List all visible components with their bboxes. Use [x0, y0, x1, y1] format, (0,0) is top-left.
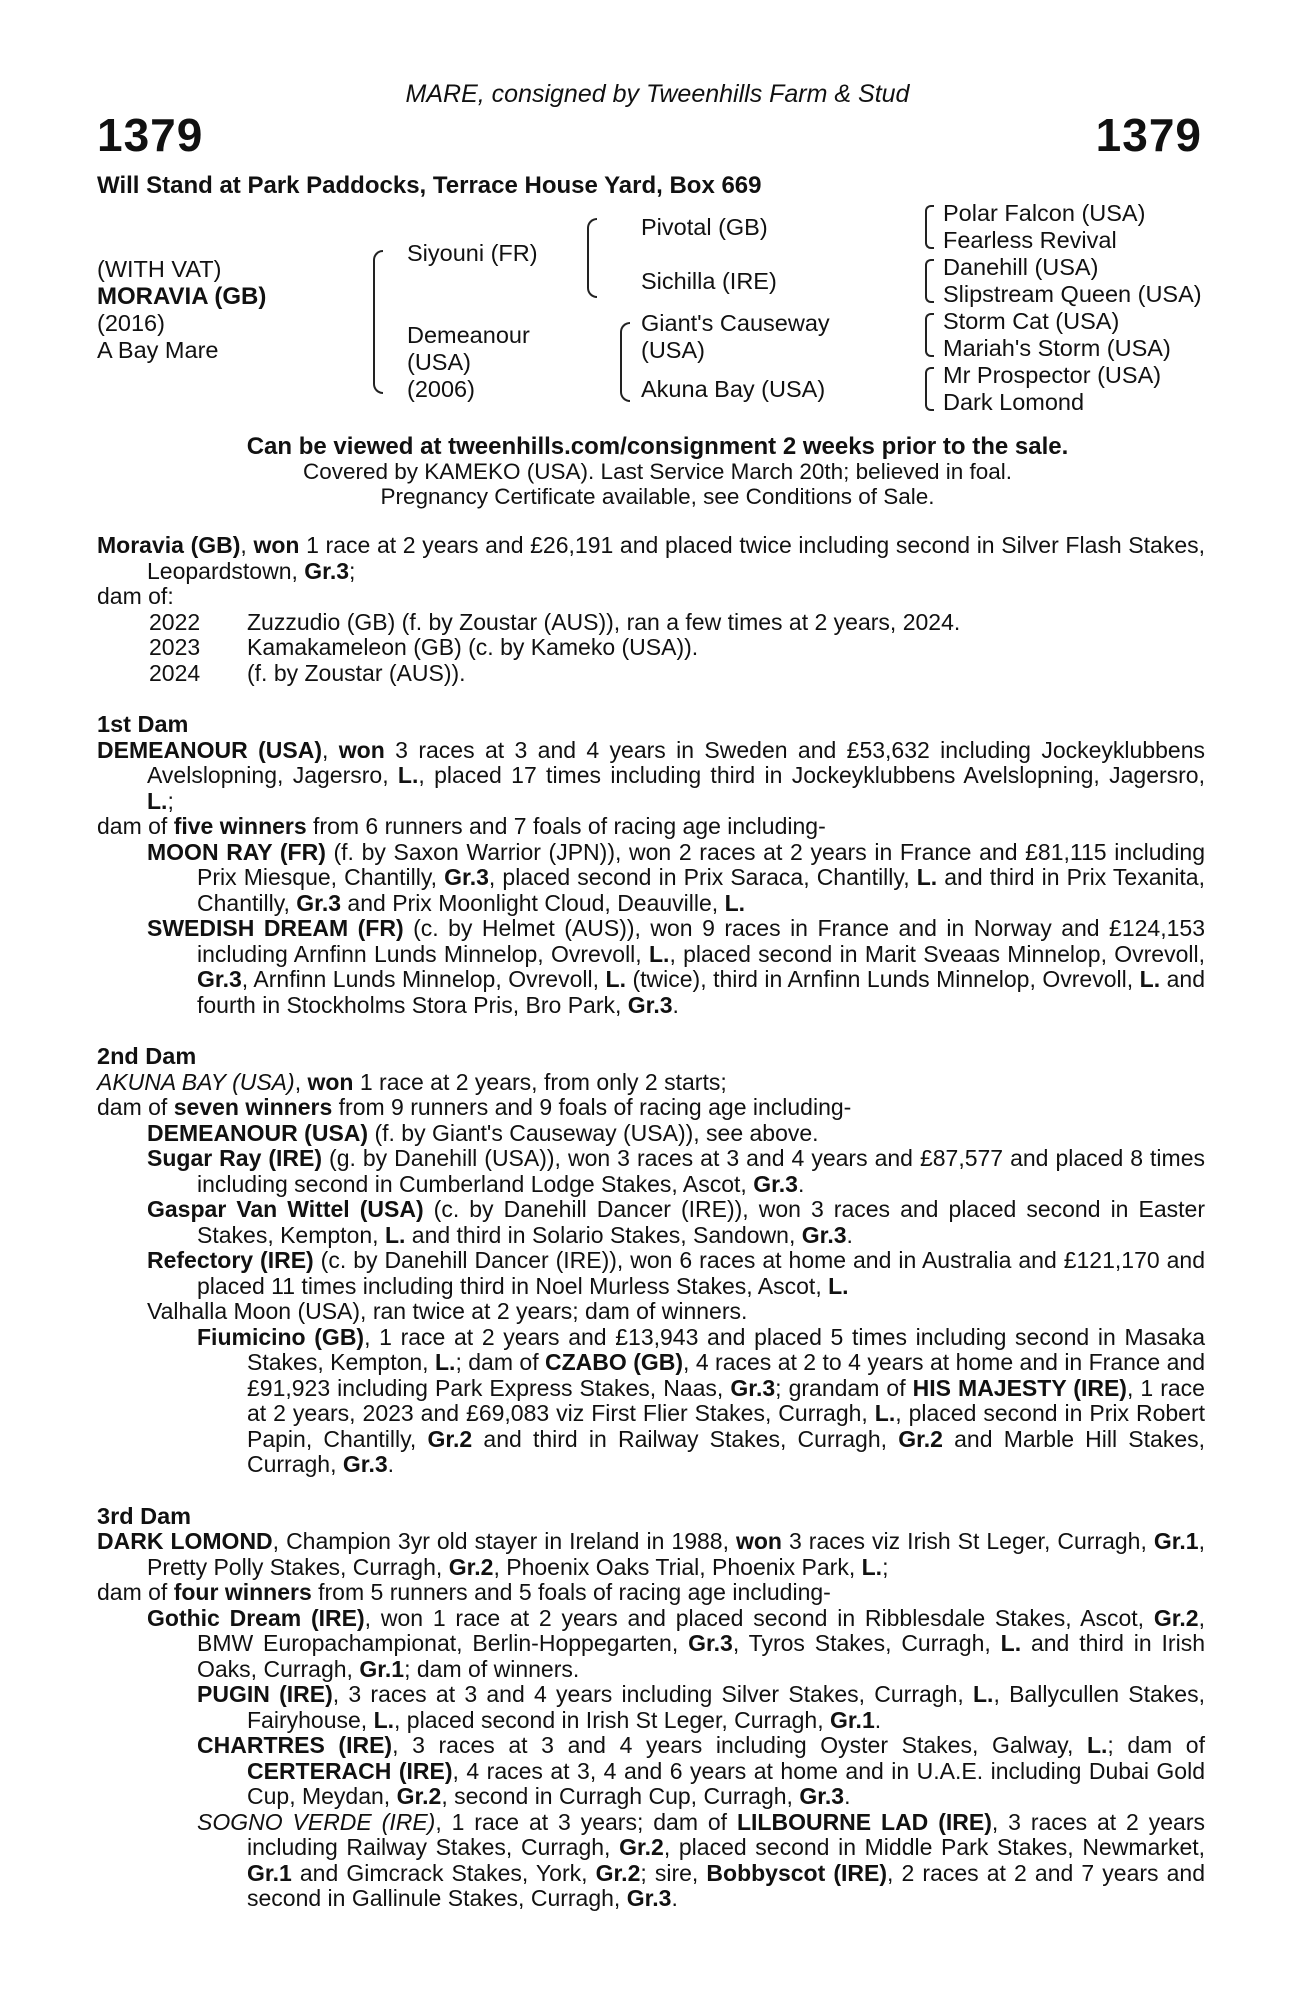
dam1-won: won — [338, 736, 385, 763]
horse-description: A Bay Mare — [97, 337, 219, 363]
dam1-damof-b: five winners — [173, 813, 307, 839]
progeny-text: ; dam of winners. — [404, 1655, 580, 1682]
dam1-name: DEMEANOUR (USA) — [97, 736, 323, 763]
dam2-progeny-4 — [97, 1248, 1205, 1299]
progeny-text: , placed second in Irish St Leger, Curragh, — [394, 1706, 830, 1733]
progeny-grade: Gr.3 — [799, 1783, 845, 1809]
progeny-grade: Gr.3 — [730, 1374, 776, 1401]
dam3-dam-of — [97, 1580, 1205, 1606]
progeny-grade: L. — [1086, 1732, 1108, 1758]
progeny-text: , second in Curragh Cup, Curragh, — [441, 1783, 800, 1809]
sale-notes — [0, 434, 1315, 509]
progeny-text: ; dam of — [455, 1349, 546, 1375]
dam3-L1: L. — [861, 1553, 883, 1580]
pedigree-dam-line2: (USA) — [407, 349, 471, 375]
foal-text: Kamakameleon (GB) (c. by Kameko (USA)). — [247, 634, 699, 660]
progeny-name: PUGIN (IRE) — [197, 1681, 333, 1707]
dam2-name: AKUNA BAY (USA) — [97, 1068, 295, 1095]
pedigree-g6: Mariah's Storm (USA) — [943, 335, 1171, 361]
progeny-text: . — [672, 991, 679, 1018]
dam2-progeny-2 — [97, 1146, 1205, 1197]
progeny-grade: L. — [605, 966, 626, 992]
progeny-grade: Gr.2 — [898, 1425, 943, 1452]
pedigree-dam-dam: Akuna Bay (USA) — [641, 376, 826, 402]
progeny-text: , 3 races at 2 years including Railway Stakes, Curragh, — [247, 1808, 1205, 1860]
dam3-t4: ; — [882, 1553, 889, 1580]
dam3-g2: Gr.2 — [448, 1553, 494, 1580]
progeny-text: (f. by Saxon Warrior (JPN)), won 2 races at 2 years in France and £81,115 including Prix Miesque, Chantilly, — [197, 838, 1205, 890]
progeny-grade: L. — [1139, 966, 1161, 992]
dam1-progeny-1 — [97, 840, 1205, 917]
progeny-name: MOON RAY (FR) — [147, 838, 326, 865]
dam1-paragraph: DEMEANOUR (USA), won 3 races at 3 and 4 years in Sweden and £53,632 including Jockeyklubbens Avelslopning, Jagersro, L., placed 17 times including third in Jockeyklubbens Avelslopning, Jagersro, L.; — [97, 736, 1205, 814]
dam3-g1: Gr.1 — [1153, 1528, 1199, 1554]
progeny-text: , 1 race at 3 years; dam of — [435, 1808, 737, 1835]
progeny-text: and third in Railway Stakes, Curragh, — [472, 1425, 899, 1452]
dam1-L1: L. — [397, 762, 419, 788]
dam1-damof-a: dam of — [97, 813, 174, 839]
pedigree-dam-sire-line1: Giant's Causeway — [641, 310, 830, 336]
pedigree-dam-sire-line2: (USA) — [641, 337, 705, 363]
horse-info — [97, 256, 266, 364]
dam3-progeny-1 — [97, 1606, 1205, 1683]
progeny-text: (c. by Helmet (AUS)), won 9 races in France and in Norway and £124,153 including Arnfinn Lunds Minnelop, Ovrevoll, — [197, 915, 1205, 967]
dam1-t2: , placed 17 times including third in Jockeyklubbens Avelslopning, Jagersro, — [418, 762, 1205, 788]
progeny-grade: Gr.3 — [342, 1451, 388, 1477]
dam2-won: won — [307, 1068, 354, 1095]
progeny-grade: Gr.3 — [197, 966, 242, 992]
progeny-text: , Ballycullen Stakes, Fairyhouse, — [247, 1681, 1205, 1733]
intro-won: won — [253, 532, 300, 558]
catalogue-body — [97, 533, 1205, 1912]
progeny-text: (twice), third in Arnfinn Lunds Minnelop, Ovrevoll, — [625, 966, 1140, 992]
dam2-t1: 1 race at 2 years, from only 2 starts; — [353, 1068, 727, 1095]
pregnancy-note: Pregnancy Certificate available, see Conditions of Sale. — [380, 484, 935, 509]
dam2-progeny-1 — [97, 1121, 1205, 1147]
foal-row — [97, 610, 1205, 636]
progeny-name: LILBOURNE LAD (IRE) — [736, 1808, 992, 1835]
dam3-name: DARK LOMOND — [97, 1528, 273, 1554]
progeny-grade: L. — [724, 889, 746, 916]
progeny-name: HIS MAJESTY (IRE) — [912, 1374, 1127, 1401]
dam1-dam-of — [97, 814, 1205, 840]
progeny-text: , 4 races at 2 to 4 years at home and in France and £91,923 including Park Express Stakes, Naas, — [247, 1349, 1206, 1401]
dam3-paragraph — [97, 1529, 1205, 1580]
progeny-grade: Gr.3 — [296, 889, 342, 916]
pedigree-sire: Siyouni (FR) — [407, 240, 538, 266]
dam3-progeny-4 — [97, 1810, 1205, 1912]
progeny-name: SOGNO VERDE (IRE) — [197, 1808, 436, 1835]
dam2-damof-a: dam of — [97, 1094, 174, 1120]
foal-year: 2024 — [149, 659, 201, 686]
progeny-text: , won 1 race at 2 years and placed second in Ribblesdale Stakes, Ascot, — [364, 1604, 1154, 1631]
dam3-t0: , Champion 3yr old stayer in Ireland in 1988, — [272, 1528, 736, 1554]
progeny-text: and fourth in Stockholms Stora Pris, Bro Park, — [197, 966, 1205, 1018]
pedigree-brace-g4 — [925, 367, 934, 411]
foal-row — [97, 661, 1205, 687]
pedigree-g8: Dark Lomond — [943, 389, 1085, 415]
progeny-grade: L. — [648, 940, 670, 967]
progeny-text: ; dam of — [1107, 1732, 1205, 1758]
pedigree-brace-g1 — [925, 205, 934, 249]
dam1-heading: 1st Dam — [97, 711, 189, 737]
stand-location: Will Stand at Park Paddocks, Terrace House Yard, Box 669 — [97, 172, 762, 199]
dam3-t2: , Pretty Polly Stakes, Curragh, — [147, 1528, 1205, 1580]
pedigree-grandparents — [943, 200, 1202, 416]
dam1-t1: 3 races at 3 and 4 years in Sweden and £53,632 including Jockeyklubbens Avelslopning, Jagersro, — [147, 736, 1205, 788]
horse-name: MORAVIA (GB) — [97, 283, 267, 310]
progeny-text: . — [797, 1170, 805, 1197]
intro-grade: Gr.3 — [304, 557, 350, 584]
progeny-text: , Tyros Stakes, Curragh, — [732, 1630, 1001, 1656]
progeny-grade: Gr.3 — [626, 1885, 672, 1911]
progeny-text: . — [874, 1706, 882, 1733]
dam1-L2: L. — [147, 787, 168, 814]
progeny-name: Gothic Dream (IRE) — [147, 1604, 365, 1631]
pedigree-sire-dam: Sichilla (IRE) — [641, 268, 777, 294]
pedigree-dam-line1: Demeanour — [407, 322, 530, 348]
progeny-grade: L. — [874, 1400, 896, 1426]
progeny-name: CERTERACH (IRE) — [247, 1757, 453, 1784]
progeny-grade: Gr.3 — [801, 1221, 847, 1248]
pedigree-dam-sire — [641, 310, 830, 364]
progeny-text: (c. by Danehill Dancer (IRE)), won 3 races and placed second in Easter Stakes, Kempton, — [197, 1196, 1205, 1248]
progeny-grade: Gr.3 — [627, 991, 673, 1018]
progeny-grade: L. — [916, 864, 938, 890]
progeny-text: . — [387, 1451, 395, 1477]
progeny-text: . — [846, 1221, 853, 1248]
progeny-name: Fiumicino (GB) — [197, 1323, 365, 1350]
dam3-t1: 3 races viz Irish St Leger, Curragh, — [781, 1528, 1154, 1554]
foal-text: Zuzzudio (GB) (f. by Zoustar (AUS)), ran a few times at 2 years, 2024. — [247, 608, 961, 635]
dam2-progeny-6 — [97, 1325, 1205, 1478]
dam1-t3: ; — [167, 787, 174, 814]
pedigree-brace-sire — [587, 218, 597, 298]
pedigree-dam-line3: (2006) — [407, 376, 475, 402]
pedigree-sire-sire: Pivotal (GB) — [641, 214, 768, 240]
pedigree-g7: Mr Prospector (USA) — [943, 362, 1162, 388]
covered-note: Covered by KAMEKO (USA). Last Service March 20th; believed in foal. — [302, 459, 1013, 484]
foal-year: 2023 — [149, 634, 201, 660]
dam2-dam-of — [97, 1095, 1205, 1121]
pedigree-g5: Storm Cat (USA) — [943, 308, 1120, 334]
progeny-text: . — [671, 1885, 678, 1911]
progeny-text: ; sire, — [640, 1859, 707, 1886]
progeny-text: , 1 race at 2 years, 2023 and £69,083 viz First Flier Stakes, Curragh, — [247, 1374, 1205, 1426]
progeny-text: , 4 races at 3, 4 and 6 years at home and in U.A.E. including Dubai Gold Cup, Meydan, — [247, 1757, 1205, 1809]
progeny-text: (c. by Danehill Dancer (IRE)), won 6 races at home and in Australia and £121,170 and placed 11 times including third in Noel Murless Stakes, Ascot, — [197, 1247, 1205, 1299]
foal-text: (f. by Zoustar (AUS)). — [247, 659, 466, 686]
progeny-name: Gaspar Van Wittel (USA) — [147, 1196, 424, 1222]
dam3-t3: , Phoenix Oaks Trial, Phoenix Park, — [493, 1553, 862, 1580]
progeny-grade: Gr.2 — [619, 1834, 664, 1860]
progeny-name: CZABO (GB) — [545, 1349, 684, 1375]
progeny-grade: L. — [384, 1221, 406, 1248]
intro-paragraph: Moravia (GB), won 1 race at 2 years and £26,191 and placed twice including second in Silver Flash Stakes, Leopardstown, Gr.3; — [97, 532, 1206, 584]
pedigree-brace-g2 — [925, 259, 934, 303]
progeny-text: , Arnfinn Lunds Minnelop, Ovrevoll, — [241, 966, 606, 992]
progeny-text: , placed second in Prix Saraca, Chantilly, — [488, 864, 917, 890]
viewing-note: Can be viewed at tweenhills.com/consignment 2 weeks prior to the sale. — [246, 433, 1069, 460]
dam1-progeny-2 — [97, 916, 1205, 1018]
pedigree-dam — [407, 322, 530, 403]
progeny-text: and third in Irish Oaks, Curragh, — [197, 1630, 1205, 1682]
progeny-text: . — [844, 1783, 851, 1809]
pedigree-g4: Slipstream Queen (USA) — [943, 281, 1202, 307]
progeny-text: and Marble Hill Stakes, Curragh, — [247, 1425, 1205, 1477]
progeny-name: Refectory (IRE) — [147, 1247, 314, 1273]
progeny-grade: Gr.3 — [753, 1170, 798, 1197]
pedigree-brace-dam — [620, 322, 630, 402]
dam2-paragraph: AKUNA BAY (USA), won 1 race at 2 years, from only 2 starts; — [97, 1068, 727, 1095]
progeny-text: , placed second in Prix Robert Papin, Chantilly, — [247, 1400, 1206, 1452]
pedigree-g2: Fearless Revival — [943, 227, 1117, 253]
progeny-text: , 1 race at 2 years and £13,943 and placed 5 times including second in Masaka Stakes, Kempton, — [247, 1323, 1205, 1375]
pedigree-g3: Danehill (USA) — [943, 254, 1099, 280]
vat-label: (WITH VAT) — [97, 256, 222, 282]
progeny-text: (f. by Giant's Causeway (USA)), see above. — [368, 1119, 819, 1146]
dam3-progeny-2 — [97, 1682, 1205, 1733]
progeny-text: and third in Solario Stakes, Sandown, — [405, 1221, 802, 1248]
dam2-progeny-3 — [97, 1197, 1205, 1248]
foal-row — [97, 635, 1205, 661]
intro-text1: 1 race at 2 years and £26,191 and placed twice including second in Silver Flash Stakes, Leopardstown, — [147, 532, 1206, 584]
dam3-damof-b: four winners — [173, 1579, 312, 1605]
progeny-name: SWEDISH DREAM (FR) — [147, 915, 404, 941]
progeny-grade: Gr.3 — [688, 1630, 733, 1656]
progeny-grade: L. — [373, 1706, 395, 1733]
pedigree-g1: Polar Falcon (USA) — [943, 200, 1146, 226]
dam3-damof-a: dam of — [97, 1579, 174, 1605]
progeny-grade: L. — [973, 1681, 994, 1707]
foal-year: 2022 — [149, 608, 201, 635]
intro-text2: ; — [349, 557, 356, 584]
progeny-grade: L. — [1000, 1630, 1022, 1656]
progeny-grade: L. — [434, 1349, 456, 1375]
progeny-grade: Gr.1 — [829, 1706, 875, 1733]
lot-number-right: 1379 — [1095, 109, 1202, 161]
dam3-damof-c: from 5 runners and 5 foals of racing age including- — [311, 1579, 831, 1605]
dam2-damof-c: from 9 runners and 9 foals of racing age including- — [332, 1094, 852, 1120]
progeny-name: Bobbyscot (IRE) — [706, 1859, 888, 1886]
progeny-text: , 3 races at 3 and 4 years including Oyster Stakes, Galway, — [392, 1732, 1087, 1758]
progeny-text: , 3 races at 3 and 4 years including Silver Stakes, Curragh, — [332, 1681, 973, 1707]
progeny-text: and Prix Moonlight Cloud, Deauville, — [341, 889, 725, 916]
progeny-text: (g. by Danehill (USA)), won 3 races at 3 and 4 years and £87,577 and placed 8 times including second in Cumberland Lodge Stakes, Ascot, — [197, 1145, 1205, 1197]
dam2-damof-b: seven winners — [173, 1094, 333, 1120]
progeny-grade: Gr.2 — [595, 1859, 641, 1886]
progeny-grade: L. — [828, 1272, 849, 1299]
progeny-text: , placed second in Marit Sveaas Minnelop, Ovrevoll, — [669, 940, 1205, 967]
pedigree-brace-main — [373, 250, 383, 394]
lot-number-left: 1379 — [97, 109, 204, 161]
progeny-text: , placed second in Middle Park Stakes, Newmarket, — [663, 1834, 1206, 1860]
progeny-grade: Gr.2 — [1153, 1604, 1199, 1631]
progeny-name: Sugar Ray (IRE) — [147, 1145, 323, 1171]
intro-horse-name: Moravia (GB) — [97, 532, 241, 558]
progeny-text: , 2 races at 2 and 7 years and second in Gallinule Stakes, Curragh, — [247, 1859, 1206, 1911]
dam2-heading: 2nd Dam — [97, 1043, 197, 1069]
progeny-text: and Gimcrack Stakes, York, — [291, 1859, 596, 1886]
progeny-grade: Gr.1 — [247, 1859, 292, 1886]
progeny-text: and third in Prix Texanita, Chantilly, — [197, 864, 1205, 916]
intro-dam-of: dam of: — [97, 583, 174, 609]
dam3-won: won — [735, 1528, 782, 1554]
dam3-progeny-3 — [97, 1733, 1205, 1810]
progeny-text: ; grandam of — [775, 1374, 913, 1401]
progeny-text: , BMW Europachampionat, Berlin-Hoppegarten, — [197, 1604, 1205, 1656]
dam1-damof-c: from 6 runners and 7 foals of racing age including- — [306, 813, 826, 839]
horse-year: (2016) — [97, 310, 165, 336]
dam3-heading: 3rd Dam — [97, 1502, 192, 1529]
progeny-grade: Gr.2 — [427, 1425, 473, 1452]
progeny-name: CHARTRES (IRE) — [197, 1732, 393, 1758]
consignment-line: MARE, consigned by Tweenhills Farm & Stud — [405, 80, 910, 108]
progeny-grade: Gr.3 — [444, 864, 489, 890]
progeny-grade: Gr.1 — [359, 1655, 405, 1682]
progeny-name: DEMEANOUR (USA) — [147, 1119, 369, 1146]
progeny-grade: Gr.2 — [396, 1783, 442, 1809]
pedigree-brace-g3 — [925, 313, 934, 357]
dam2-progeny-5: Valhalla Moon (USA), ran twice at 2 years; dam of winners. — [147, 1298, 748, 1324]
